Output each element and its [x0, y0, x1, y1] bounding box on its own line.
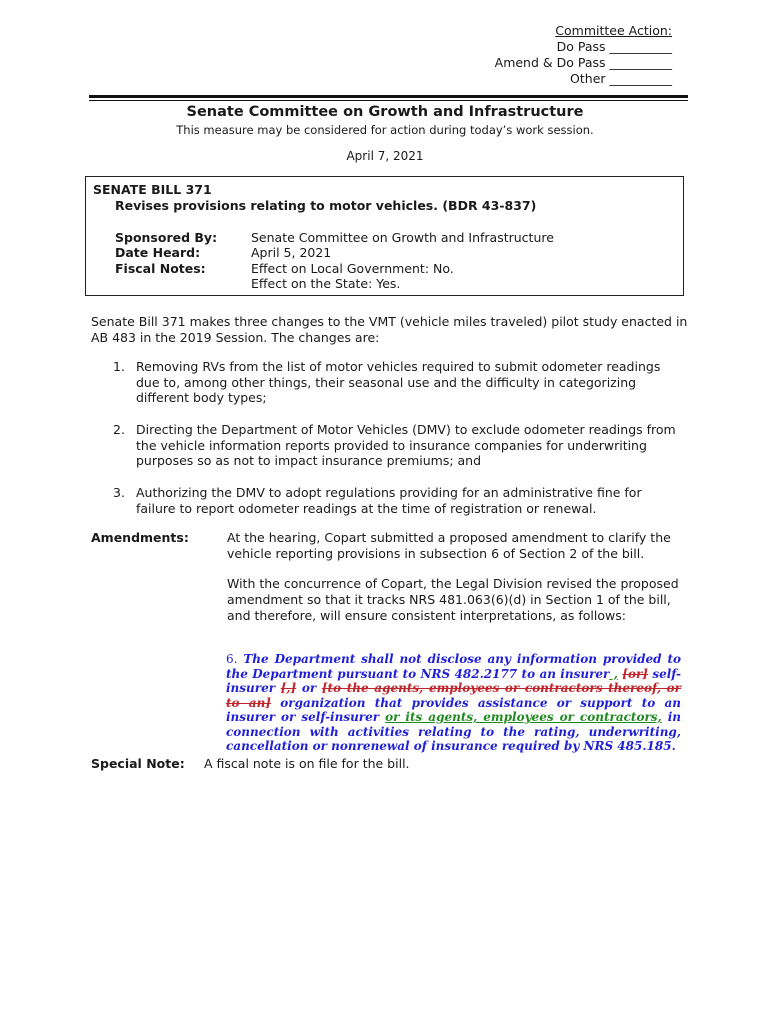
list-item — [113, 359, 683, 406]
fiscal-local-value: Effect on Local Government: No. — [251, 261, 454, 276]
header-rule-thick — [89, 95, 688, 98]
amendments-paragraph-1: At the hearing, Copart submitted a proposed amendment to clarify the vehicle reporting provisions in subsection 6 of Section 2 of the bill. — [227, 530, 671, 561]
bill-number: SENATE BILL 371 — [93, 182, 212, 197]
header-rule-thin — [89, 100, 688, 101]
inserted-text: , — [609, 666, 618, 681]
amendment-text: organization that provides assistance or support to an insurer or self-insurer — [226, 695, 682, 724]
do-pass-line: Do Pass __________ — [556, 39, 672, 54]
list-item — [113, 422, 683, 469]
sponsored-by-value: Senate Committee on Growth and Infrastructure — [251, 230, 554, 245]
page-subtitle: This measure may be considered for action during today’s work session. — [176, 123, 594, 137]
committee-action-block — [495, 23, 672, 87]
deleted-text: [to the agents, employees or contractors thereof, or to an] — [226, 681, 682, 710]
amendment-text: in connection with activities relating to the rating, underwriting, cancellation or nonrenewal of insurance required by NRS 485.185. — [226, 710, 681, 753]
fiscal-notes-label: Fiscal Notes: — [115, 261, 206, 276]
amendment-text: or — [296, 681, 322, 695]
fiscal-state-value: Effect on the State: Yes. — [251, 276, 401, 291]
subsection-number: 6. — [226, 652, 238, 666]
list-item-number: 1. — [113, 359, 125, 374]
special-note-label: Special Note: — [91, 756, 185, 771]
list-item-text: Removing RVs from the list of motor vehicles required to submit odometer readings due to, among other things, their seasonal use and the difficulty in categorizing different body types; — [136, 359, 661, 405]
deleted-text: [,] — [280, 681, 297, 695]
list-item — [113, 485, 683, 516]
page-title: Senate Committee on Growth and Infrastructure — [186, 104, 584, 120]
amendment-text: The Department shall not disclose any information provided to the Department pursuant to NRS 482.2177 to an insurer — [226, 652, 681, 681]
bill-description: Revises provisions relating to motor vehicles. (BDR 43-837) — [115, 198, 537, 213]
date-heard-value: April 5, 2021 — [251, 245, 332, 260]
proposed-amendment-text — [226, 652, 681, 754]
date-heard-label: Date Heard: — [115, 245, 201, 260]
list-item-number: 3. — [113, 485, 125, 500]
amendments-label: Amendments: — [91, 530, 189, 545]
amendments-paragraph-2: With the concurrence of Copart, the Legal Division revised the proposed amendment so that it tracks NRS 481.063(6)(d) in Section 1 of the bill, and therefore, will ensure consistent interpretations, as follows: — [227, 576, 679, 623]
special-note-text: A fiscal note is on file for the bill. — [204, 756, 410, 771]
other-line: Other __________ — [570, 71, 672, 86]
sponsored-by-label: Sponsored By: — [115, 230, 218, 245]
list-item-number: 2. — [113, 422, 125, 437]
amend-do-pass-line: Amend & Do Pass __________ — [494, 55, 672, 70]
amendment-text: self-insurer — [226, 666, 682, 695]
committee-action-heading: Committee Action: — [555, 23, 672, 38]
list-item-text: Directing the Department of Motor Vehicles (DMV) to exclude odometer readings from the vehicle information reports provided to insurance companies for underwriting purposes so as not to impact insurance premiums; and — [136, 422, 676, 468]
bill-summary: Senate Bill 371 makes three changes to the VMT (vehicle miles traveled) pilot study enacted in AB 483 in the 2019 Session. The changes are: — [91, 314, 688, 345]
inserted-text: or its agents, employees or contractors, — [385, 710, 662, 724]
deleted-text: [or] — [622, 666, 648, 681]
session-date: April 7, 2021 — [346, 149, 424, 163]
list-item-text: Authorizing the DMV to adopt regulations providing for an administrative fine for failure to report odometer readings at the time of registration or renewal. — [136, 485, 642, 516]
